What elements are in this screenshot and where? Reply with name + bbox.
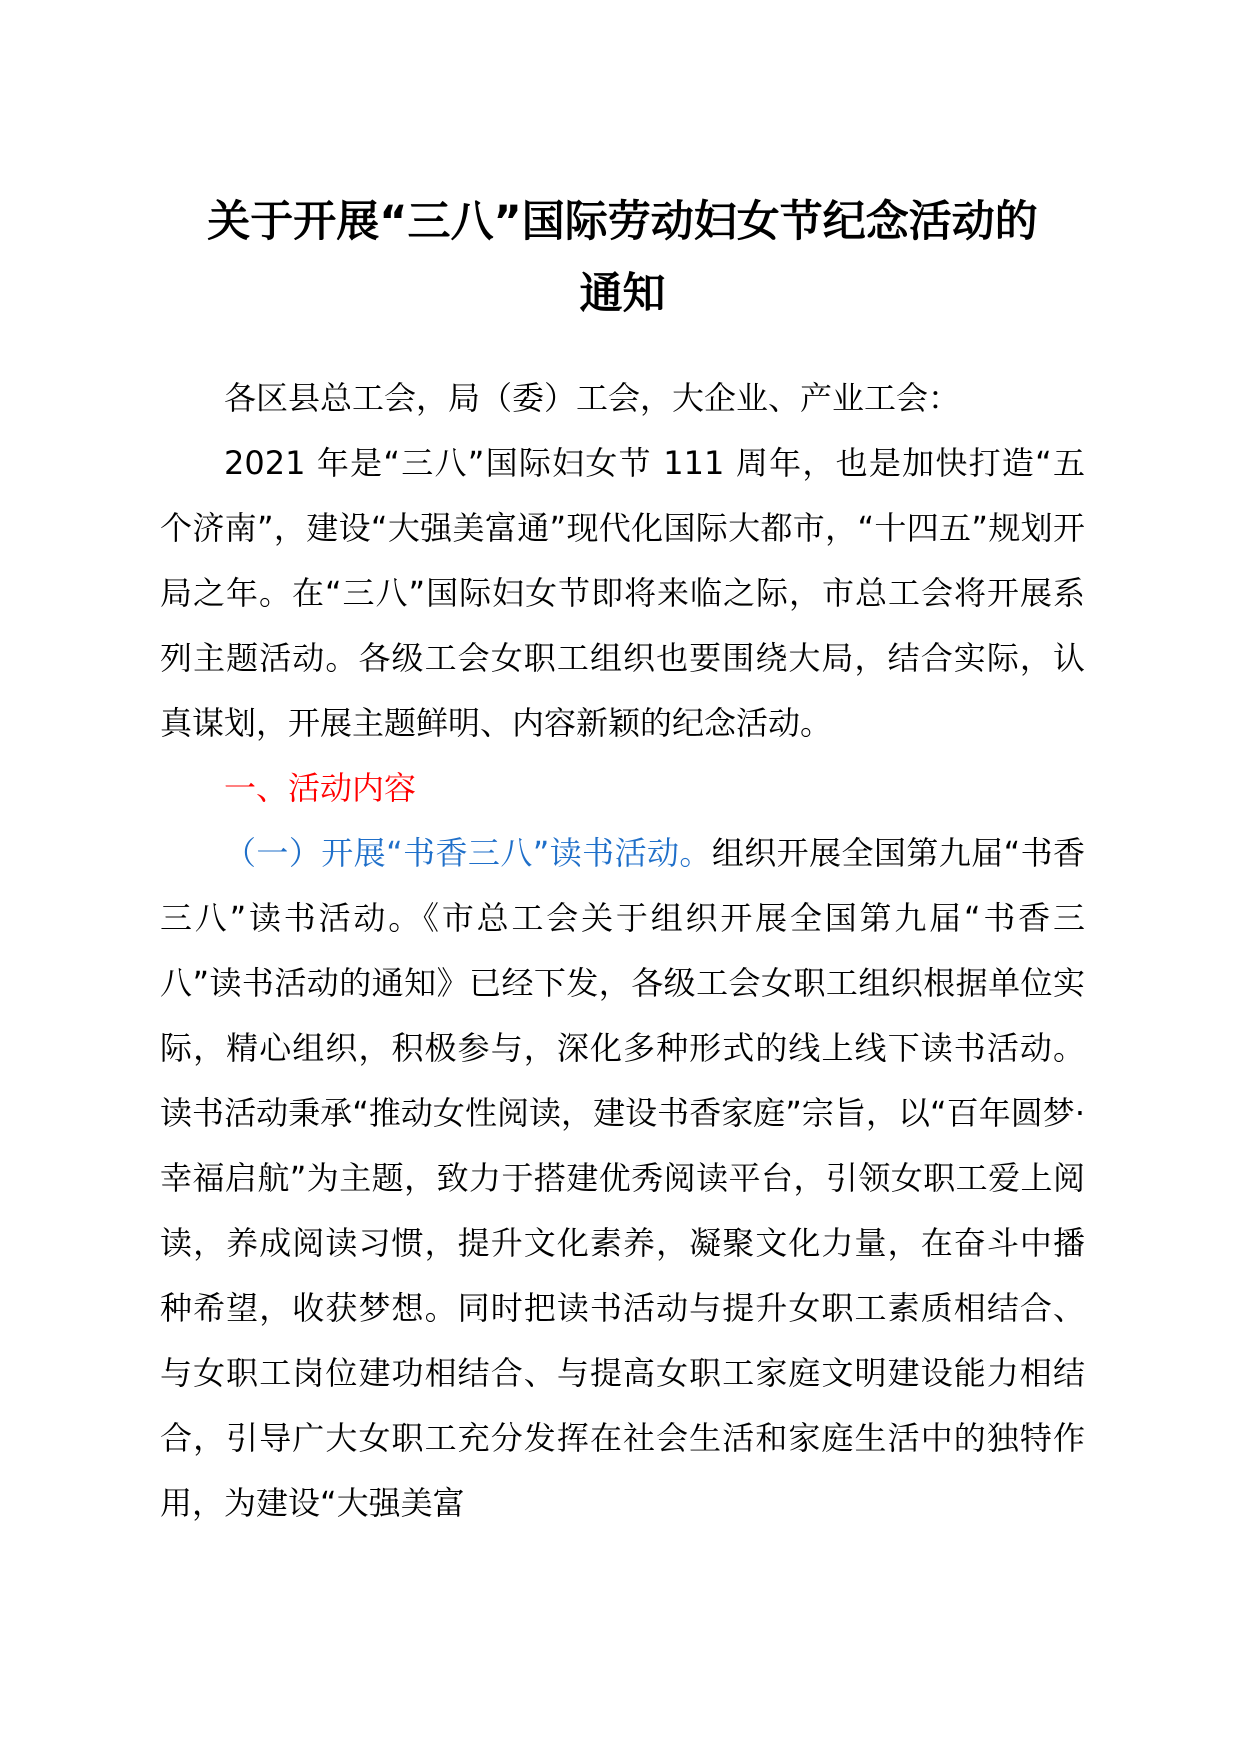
subsection-paragraph [160, 821, 1085, 1536]
document-page [160, 186, 1085, 1536]
section-heading: 一、活动内容 [224, 769, 417, 807]
subsection-heading: （一）开展“书香三八”读书活动。 [224, 834, 712, 872]
document-title [140, 186, 1105, 330]
title-line-1: 关于开展“三八”国际劳动妇女节纪念活动的 [207, 197, 1038, 247]
subsection-body: 组织开展全国第九届“书香三八”读书活动。《市总工会关于组织开展全国第九届“书香三八”读书活动的通知》已经下发，各级工会女职工组织根据单位实际，精心组织，积极参与，深化多种形式的线上线下读书活动。读书活动秉承“推动女性阅读，建设书香家庭”宗旨，以“百年圆梦·幸福启航”为主题，致力于搭建优秀阅读平台，引领女职工爱上阅读，养成阅读习惯，提升文化素养，凝聚文化力量，在奋斗中播种希望，收获梦想。同时把读书活动与提升女职工素质相结合、与女职工岗位建功相结合、与提高女职工家庭文明建设能力相结合，引导广大女职工充分发挥在社会生活和家庭生活中的独特作用，为建设“大强美富 [160, 834, 1085, 1522]
intro-paragraph: 2021 年是“三八”国际妇女节 111 周年，也是加快打造“五个济南”，建设“大强美富通”现代化国际大都市，“十四五”规划开局之年。在“三八”国际妇女节即将来临之际，市总工会将开展系列主题活动。各级工会女职工组织也要围绕大局，结合实际，认真谋划，开展主题鲜明、内容新颖的纪念活动。 [160, 444, 1085, 742]
title-line-2: 通知 [579, 269, 666, 319]
greeting-line: 各区县总工会，局（委）工会，大企业、产业工会： [224, 379, 961, 417]
